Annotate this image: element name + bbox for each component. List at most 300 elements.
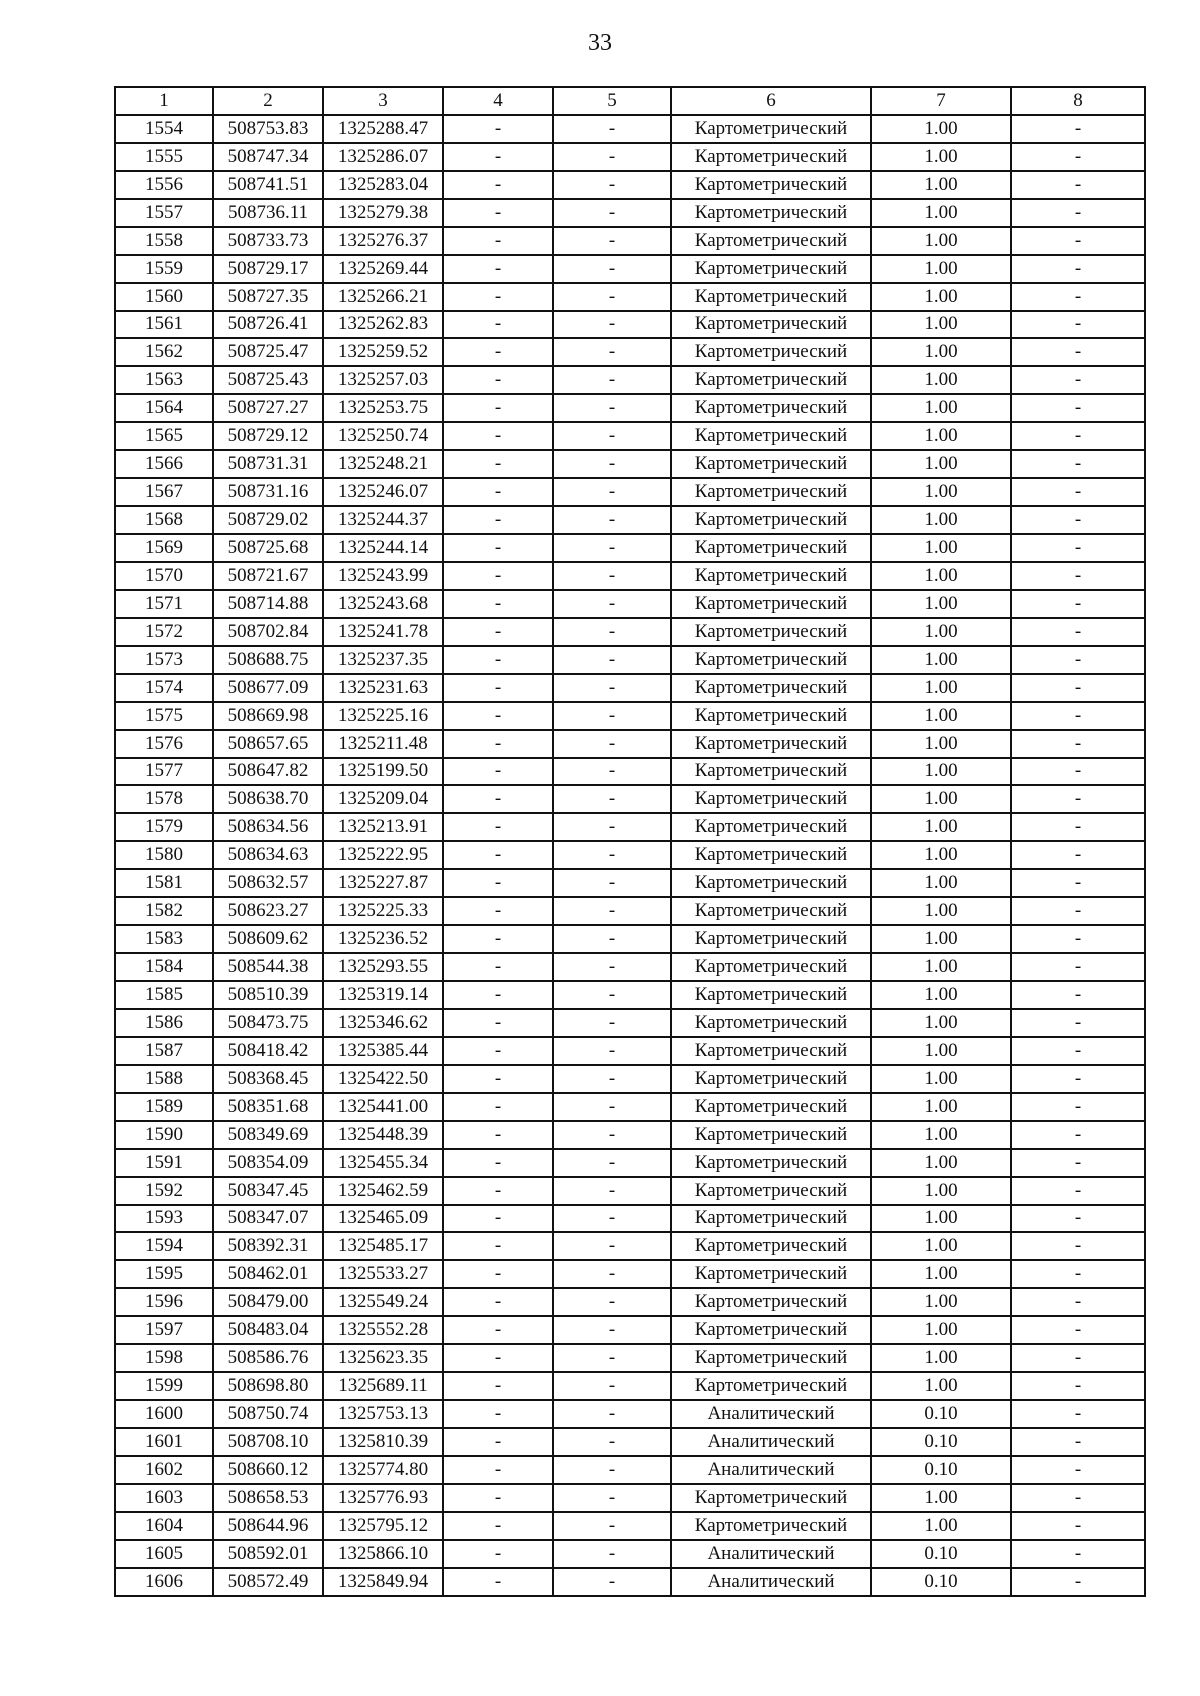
cell-col-5: - [553, 1149, 671, 1177]
cell-col-5: - [553, 366, 671, 394]
cell-point-number: 1583 [115, 925, 213, 953]
cell-col-8: - [1011, 478, 1145, 506]
cell-col-4: - [443, 1232, 553, 1260]
cell-col-4: - [443, 1568, 553, 1596]
cell-coordinate-x: 508483.04 [213, 1316, 323, 1344]
cell-coordinate-y: 1325533.27 [323, 1260, 443, 1288]
column-header-6: 6 [671, 87, 871, 115]
cell-coordinate-y: 1325237.35 [323, 646, 443, 674]
cell-col-8: - [1011, 283, 1145, 311]
cell-coordinate-x: 508714.88 [213, 590, 323, 618]
cell-col-5: - [553, 1400, 671, 1428]
table-row [115, 422, 1145, 450]
cell-col-5: - [553, 590, 671, 618]
cell-col-8: - [1011, 813, 1145, 841]
cell-point-number: 1576 [115, 730, 213, 758]
cell-col-5: - [553, 1260, 671, 1288]
cell-coordinate-y: 1325462.59 [323, 1177, 443, 1205]
cell-coordinate-x: 508729.02 [213, 506, 323, 534]
cell-col-5: - [553, 953, 671, 981]
cell-point-number: 1561 [115, 311, 213, 339]
cell-point-number: 1559 [115, 255, 213, 283]
cell-col-5: - [553, 785, 671, 813]
cell-col-8: - [1011, 199, 1145, 227]
cell-method: Картометрический [671, 1344, 871, 1372]
table-row [115, 1568, 1145, 1596]
cell-col-8: - [1011, 1372, 1145, 1400]
cell-coordinate-x: 508623.27 [213, 897, 323, 925]
cell-col-4: - [443, 506, 553, 534]
cell-coordinate-x: 508634.63 [213, 841, 323, 869]
cell-coordinate-x: 508638.70 [213, 785, 323, 813]
cell-col-8: - [1011, 618, 1145, 646]
cell-coordinate-y: 1325810.39 [323, 1428, 443, 1456]
table-row [115, 1456, 1145, 1484]
cell-col-8: - [1011, 1093, 1145, 1121]
cell-col-8: - [1011, 590, 1145, 618]
cell-col-5: - [553, 1205, 671, 1233]
cell-col-4: - [443, 841, 553, 869]
cell-col-4: - [443, 590, 553, 618]
cell-col-8: - [1011, 702, 1145, 730]
cell-col-4: - [443, 171, 553, 199]
table-row [115, 506, 1145, 534]
cell-col-4: - [443, 366, 553, 394]
cell-col-5: - [553, 841, 671, 869]
cell-coordinate-x: 508586.76 [213, 1344, 323, 1372]
cell-method: Картометрический [671, 534, 871, 562]
cell-coordinate-y: 1325211.48 [323, 730, 443, 758]
cell-method: Картометрический [671, 1009, 871, 1037]
cell-col-4: - [443, 227, 553, 255]
cell-col-8: - [1011, 925, 1145, 953]
table-row [115, 1009, 1145, 1037]
cell-col-4: - [443, 1512, 553, 1540]
cell-method: Картометрический [671, 422, 871, 450]
cell-coordinate-x: 508572.49 [213, 1568, 323, 1596]
cell-precision: 1.00 [871, 394, 1011, 422]
cell-coordinate-y: 1325465.09 [323, 1205, 443, 1233]
cell-point-number: 1596 [115, 1288, 213, 1316]
cell-coordinate-x: 508368.45 [213, 1065, 323, 1093]
table-row [115, 1540, 1145, 1568]
cell-point-number: 1582 [115, 897, 213, 925]
cell-method: Картометрический [671, 897, 871, 925]
cell-coordinate-y: 1325243.68 [323, 590, 443, 618]
cell-col-4: - [443, 1260, 553, 1288]
cell-point-number: 1565 [115, 422, 213, 450]
cell-col-4: - [443, 562, 553, 590]
cell-precision: 1.00 [871, 1037, 1011, 1065]
cell-col-8: - [1011, 646, 1145, 674]
cell-coordinate-x: 508347.45 [213, 1177, 323, 1205]
cell-point-number: 1554 [115, 115, 213, 143]
cell-col-4: - [443, 1372, 553, 1400]
cell-coordinate-y: 1325259.52 [323, 338, 443, 366]
cell-col-8: - [1011, 506, 1145, 534]
cell-precision: 1.00 [871, 730, 1011, 758]
cell-col-8: - [1011, 1205, 1145, 1233]
cell-precision: 1.00 [871, 758, 1011, 786]
cell-precision: 1.00 [871, 1065, 1011, 1093]
table-row [115, 171, 1145, 199]
cell-point-number: 1562 [115, 338, 213, 366]
cell-precision: 0.10 [871, 1456, 1011, 1484]
cell-col-8: - [1011, 1400, 1145, 1428]
cell-coordinate-x: 508658.53 [213, 1484, 323, 1512]
cell-col-8: - [1011, 1149, 1145, 1177]
cell-method: Картометрический [671, 1260, 871, 1288]
table-row [115, 897, 1145, 925]
cell-coordinate-y: 1325549.24 [323, 1288, 443, 1316]
cell-point-number: 1580 [115, 841, 213, 869]
cell-col-8: - [1011, 1232, 1145, 1260]
cell-col-8: - [1011, 366, 1145, 394]
cell-coordinate-y: 1325774.80 [323, 1456, 443, 1484]
cell-col-5: - [553, 981, 671, 1009]
cell-method: Картометрический [671, 925, 871, 953]
cell-col-4: - [443, 758, 553, 786]
cell-point-number: 1604 [115, 1512, 213, 1540]
cell-coordinate-y: 1325795.12 [323, 1512, 443, 1540]
cell-coordinate-x: 508733.73 [213, 227, 323, 255]
cell-coordinate-y: 1325225.16 [323, 702, 443, 730]
cell-precision: 1.00 [871, 1177, 1011, 1205]
cell-col-5: - [553, 1512, 671, 1540]
table-row [115, 1037, 1145, 1065]
cell-col-8: - [1011, 869, 1145, 897]
cell-col-5: - [553, 255, 671, 283]
cell-method: Картометрический [671, 227, 871, 255]
cell-method: Картометрический [671, 785, 871, 813]
cell-point-number: 1567 [115, 478, 213, 506]
cell-point-number: 1598 [115, 1344, 213, 1372]
cell-method: Картометрический [671, 338, 871, 366]
cell-precision: 1.00 [871, 366, 1011, 394]
cell-precision: 1.00 [871, 1205, 1011, 1233]
cell-col-4: - [443, 1288, 553, 1316]
table-row [115, 1260, 1145, 1288]
cell-method: Аналитический [671, 1400, 871, 1428]
cell-col-4: - [443, 1316, 553, 1344]
cell-col-4: - [443, 450, 553, 478]
cell-col-4: - [443, 534, 553, 562]
table-row [115, 674, 1145, 702]
cell-col-5: - [553, 925, 671, 953]
cell-method: Картометрический [671, 1512, 871, 1540]
cell-precision: 1.00 [871, 1288, 1011, 1316]
cell-col-8: - [1011, 1037, 1145, 1065]
cell-col-4: - [443, 1177, 553, 1205]
cell-method: Картометрический [671, 506, 871, 534]
cell-col-5: - [553, 869, 671, 897]
cell-coordinate-y: 1325283.04 [323, 171, 443, 199]
cell-point-number: 1585 [115, 981, 213, 1009]
cell-method: Картометрический [671, 1149, 871, 1177]
cell-method: Картометрический [671, 1484, 871, 1512]
cell-method: Аналитический [671, 1540, 871, 1568]
cell-point-number: 1593 [115, 1205, 213, 1233]
cell-method: Картометрический [671, 758, 871, 786]
cell-col-4: - [443, 702, 553, 730]
cell-col-4: - [443, 869, 553, 897]
cell-col-4: - [443, 422, 553, 450]
cell-col-5: - [553, 1372, 671, 1400]
cell-coordinate-y: 1325552.28 [323, 1316, 443, 1344]
cell-coordinate-y: 1325689.11 [323, 1372, 443, 1400]
cell-col-4: - [443, 1540, 553, 1568]
cell-method: Аналитический [671, 1456, 871, 1484]
table-row [115, 1232, 1145, 1260]
cell-coordinate-x: 508510.39 [213, 981, 323, 1009]
cell-precision: 1.00 [871, 562, 1011, 590]
cell-point-number: 1557 [115, 199, 213, 227]
cell-coordinate-y: 1325753.13 [323, 1400, 443, 1428]
cell-col-8: - [1011, 1288, 1145, 1316]
cell-coordinate-y: 1325236.52 [323, 925, 443, 953]
cell-point-number: 1587 [115, 1037, 213, 1065]
cell-method: Картометрический [671, 702, 871, 730]
column-header-4: 4 [443, 87, 553, 115]
cell-method: Картометрический [671, 841, 871, 869]
table-row [115, 1093, 1145, 1121]
cell-col-8: - [1011, 115, 1145, 143]
cell-coordinate-x: 508632.57 [213, 869, 323, 897]
cell-coordinate-x: 508669.98 [213, 702, 323, 730]
cell-precision: 1.00 [871, 813, 1011, 841]
cell-col-8: - [1011, 1484, 1145, 1512]
cell-method: Картометрический [671, 1205, 871, 1233]
cell-coordinate-y: 1325866.10 [323, 1540, 443, 1568]
cell-coordinate-x: 508725.68 [213, 534, 323, 562]
cell-col-8: - [1011, 1260, 1145, 1288]
table-row [115, 813, 1145, 841]
cell-col-8: - [1011, 394, 1145, 422]
page-number: 33 [588, 30, 612, 56]
cell-col-4: - [443, 953, 553, 981]
cell-col-8: - [1011, 171, 1145, 199]
cell-method: Картометрический [671, 199, 871, 227]
table-row [115, 646, 1145, 674]
cell-col-5: - [553, 450, 671, 478]
cell-col-8: - [1011, 1568, 1145, 1596]
cell-coordinate-x: 508462.01 [213, 1260, 323, 1288]
cell-coordinate-y: 1325209.04 [323, 785, 443, 813]
table-row [115, 1177, 1145, 1205]
cell-method: Картометрический [671, 869, 871, 897]
cell-coordinate-y: 1325250.74 [323, 422, 443, 450]
cell-point-number: 1555 [115, 143, 213, 171]
cell-col-8: - [1011, 422, 1145, 450]
cell-point-number: 1573 [115, 646, 213, 674]
cell-precision: 0.10 [871, 1568, 1011, 1596]
cell-point-number: 1581 [115, 869, 213, 897]
table-row [115, 758, 1145, 786]
cell-coordinate-y: 1325319.14 [323, 981, 443, 1009]
cell-method: Картометрический [671, 171, 871, 199]
cell-col-4: - [443, 646, 553, 674]
cell-coordinate-x: 508657.65 [213, 730, 323, 758]
cell-precision: 1.00 [871, 422, 1011, 450]
cell-coordinate-x: 508473.75 [213, 1009, 323, 1037]
cell-precision: 1.00 [871, 115, 1011, 143]
cell-col-4: - [443, 199, 553, 227]
cell-method: Картометрический [671, 813, 871, 841]
cell-method: Картометрический [671, 1065, 871, 1093]
cell-method: Картометрический [671, 1372, 871, 1400]
cell-point-number: 1579 [115, 813, 213, 841]
table-row [115, 366, 1145, 394]
cell-precision: 0.10 [871, 1540, 1011, 1568]
cell-coordinate-y: 1325485.17 [323, 1232, 443, 1260]
cell-point-number: 1572 [115, 618, 213, 646]
cell-col-4: - [443, 143, 553, 171]
cell-precision: 1.00 [871, 199, 1011, 227]
cell-coordinate-x: 508660.12 [213, 1456, 323, 1484]
cell-col-4: - [443, 813, 553, 841]
cell-col-4: - [443, 897, 553, 925]
cell-precision: 1.00 [871, 785, 1011, 813]
cell-col-5: - [553, 1316, 671, 1344]
cell-method: Картометрический [671, 311, 871, 339]
cell-coordinate-y: 1325266.21 [323, 283, 443, 311]
cell-point-number: 1577 [115, 758, 213, 786]
cell-point-number: 1595 [115, 1260, 213, 1288]
cell-precision: 1.00 [871, 534, 1011, 562]
cell-col-8: - [1011, 981, 1145, 1009]
cell-precision: 1.00 [871, 981, 1011, 1009]
cell-method: Картометрический [671, 618, 871, 646]
cell-coordinate-y: 1325269.44 [323, 255, 443, 283]
cell-col-5: - [553, 506, 671, 534]
table-row [115, 450, 1145, 478]
cell-coordinate-y: 1325276.37 [323, 227, 443, 255]
cell-precision: 1.00 [871, 255, 1011, 283]
table-row [115, 1512, 1145, 1540]
cell-point-number: 1601 [115, 1428, 213, 1456]
cell-point-number: 1586 [115, 1009, 213, 1037]
cell-coordinate-x: 508708.10 [213, 1428, 323, 1456]
cell-point-number: 1571 [115, 590, 213, 618]
cell-precision: 0.10 [871, 1428, 1011, 1456]
cell-precision: 1.00 [871, 953, 1011, 981]
cell-col-8: - [1011, 674, 1145, 702]
cell-col-5: - [553, 199, 671, 227]
cell-col-4: - [443, 1037, 553, 1065]
cell-coordinate-x: 508688.75 [213, 646, 323, 674]
table-row [115, 143, 1145, 171]
cell-precision: 1.00 [871, 1344, 1011, 1372]
cell-precision: 1.00 [871, 1316, 1011, 1344]
cell-col-5: - [553, 1540, 671, 1568]
cell-col-4: - [443, 255, 553, 283]
cell-precision: 1.00 [871, 841, 1011, 869]
cell-method: Картометрический [671, 255, 871, 283]
cell-coordinate-y: 1325222.95 [323, 841, 443, 869]
cell-col-5: - [553, 730, 671, 758]
cell-coordinate-x: 508418.42 [213, 1037, 323, 1065]
cell-method: Картометрический [671, 953, 871, 981]
cell-point-number: 1568 [115, 506, 213, 534]
cell-col-4: - [443, 925, 553, 953]
cell-precision: 1.00 [871, 646, 1011, 674]
table-row [115, 925, 1145, 953]
cell-col-8: - [1011, 227, 1145, 255]
cell-coordinate-x: 508731.31 [213, 450, 323, 478]
cell-coordinate-x: 508544.38 [213, 953, 323, 981]
table-row [115, 1400, 1145, 1428]
cell-method: Картометрический [671, 450, 871, 478]
cell-point-number: 1599 [115, 1372, 213, 1400]
cell-col-8: - [1011, 1009, 1145, 1037]
cell-point-number: 1603 [115, 1484, 213, 1512]
cell-precision: 1.00 [871, 1121, 1011, 1149]
cell-method: Картометрический [671, 283, 871, 311]
cell-point-number: 1574 [115, 674, 213, 702]
table-row [115, 115, 1145, 143]
cell-point-number: 1569 [115, 534, 213, 562]
table-row [115, 255, 1145, 283]
column-header-5: 5 [553, 87, 671, 115]
cell-method: Картометрический [671, 1177, 871, 1205]
cell-coordinate-y: 1325199.50 [323, 758, 443, 786]
cell-precision: 1.00 [871, 1512, 1011, 1540]
cell-col-4: - [443, 1009, 553, 1037]
table-row [115, 590, 1145, 618]
header-row [115, 87, 1145, 115]
cell-col-5: - [553, 1065, 671, 1093]
cell-col-4: - [443, 618, 553, 646]
cell-col-5: - [553, 618, 671, 646]
cell-method: Картометрический [671, 394, 871, 422]
cell-method: Картометрический [671, 478, 871, 506]
cell-coordinate-y: 1325262.83 [323, 311, 443, 339]
table-row [115, 311, 1145, 339]
column-header-7: 7 [871, 87, 1011, 115]
cell-precision: 1.00 [871, 1260, 1011, 1288]
table-row [115, 1484, 1145, 1512]
cell-col-8: - [1011, 255, 1145, 283]
cell-coordinate-x: 508726.41 [213, 311, 323, 339]
cell-method: Картометрический [671, 366, 871, 394]
cell-coordinate-x: 508725.47 [213, 338, 323, 366]
column-header-1: 1 [115, 87, 213, 115]
cell-point-number: 1591 [115, 1149, 213, 1177]
cell-method: Картометрический [671, 143, 871, 171]
cell-coordinate-x: 508592.01 [213, 1540, 323, 1568]
cell-col-4: - [443, 1484, 553, 1512]
table-row [115, 1121, 1145, 1149]
cell-col-8: - [1011, 758, 1145, 786]
cell-col-5: - [553, 1456, 671, 1484]
cell-col-5: - [553, 311, 671, 339]
cell-col-4: - [443, 394, 553, 422]
cell-coordinate-y: 1325422.50 [323, 1065, 443, 1093]
cell-coordinate-y: 1325288.47 [323, 115, 443, 143]
cell-col-4: - [443, 1093, 553, 1121]
table-row [115, 283, 1145, 311]
cell-col-4: - [443, 674, 553, 702]
cell-method: Картометрический [671, 562, 871, 590]
cell-coordinate-x: 508392.31 [213, 1232, 323, 1260]
cell-col-8: - [1011, 562, 1145, 590]
table-row [115, 1344, 1145, 1372]
cell-coordinate-x: 508750.74 [213, 1400, 323, 1428]
table-row [115, 1149, 1145, 1177]
cell-col-8: - [1011, 897, 1145, 925]
cell-coordinate-y: 1325231.63 [323, 674, 443, 702]
cell-col-8: - [1011, 338, 1145, 366]
